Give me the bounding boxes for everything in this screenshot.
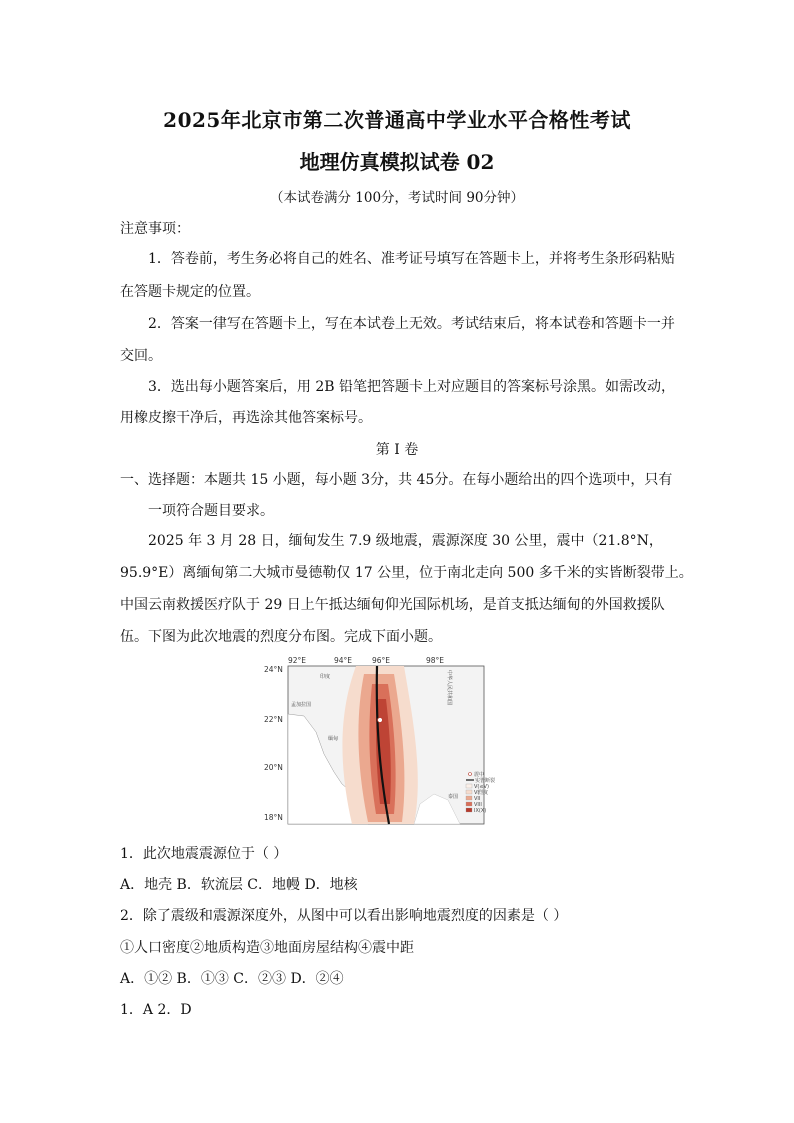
notice-heading: 注意事项： [120, 221, 190, 237]
question-stem: 1．此次地震震源位于（ ） [120, 846, 288, 862]
region-label: 孟加拉国 [291, 702, 312, 708]
region-label: 印度 [320, 674, 331, 680]
question-sub: ①人口密度②地质构造③地面房屋结构④震中距 [120, 940, 414, 956]
question-stem: 2．除了震级和震源深度外，从图中可以看出影响地震烈度的因素是（ ） [120, 908, 568, 924]
lat-label: 18°N [264, 813, 283, 822]
legend-label: VII [474, 796, 481, 802]
legend-label: 震中 [474, 772, 485, 778]
epicenter-icon [378, 718, 383, 723]
lon-label: 92°E [288, 656, 307, 665]
region-label: 中华人民共和国 [446, 670, 452, 706]
answer-key: 1．A 2．D [120, 1002, 192, 1018]
legend-label: VIII [474, 802, 482, 808]
lon-label: 98°E [426, 656, 445, 665]
legend-title: 烈度 [478, 790, 489, 796]
region-label: 泰国 [448, 794, 459, 800]
intensity-map [264, 654, 496, 826]
lat-label: 22°N [264, 715, 283, 724]
notice-line: 在答题卡规定的位置。 [120, 284, 260, 300]
legend-label: IX(X) [474, 808, 487, 814]
section-heading-cont: 一项符合题目要求。 [148, 503, 274, 519]
notice-line: 3．选出每小题答案后，用 2B 铅笔把答题卡上对应题目的答案标号涂黑。如需改动， [148, 379, 676, 395]
exam-subtitle: 地理仿真模拟试卷 02 [299, 150, 495, 174]
region-label: 缅甸 [328, 736, 339, 742]
volume-label: 第 I 卷 [375, 442, 419, 458]
lat-label: 20°N [264, 763, 283, 772]
exam-title: 2025年北京市第二次普通高中学业水平合格性考试 [163, 108, 631, 132]
notice-line: 1．答卷前，考生务必将自己的姓名、准考证号填写在答题卡上，并将考生条形码粘贴 [148, 251, 675, 267]
passage-line: 伍。下图为此次地震的烈度分布图。完成下面小题。 [120, 629, 442, 645]
lon-label: 96°E [372, 656, 391, 665]
passage-line: 95.9°E）离缅甸第二大城市曼德勒仅 17 公里，位于南北走向 500 多千米的实皆断裂带上。 [120, 565, 693, 581]
passage-line: 2025 年 3 月 28 日，缅甸发生 7.9 级地震，震源深度 30 公里，震中（21.8°N， [148, 533, 663, 549]
question-options: A．①② B．①③ C．②③ D．②④ [120, 971, 344, 987]
exam-info: （本试卷满分 100分，考试时间 90分钟） [269, 190, 525, 206]
legend-label: V(≤V) [474, 784, 489, 790]
question-options: A．地壳 B．软流层 C．地幔 D．地核 [120, 877, 358, 893]
section-heading: 一、选择题：本题共 15 小题，每小题 3分，共 45分。在每小题给出的四个选项中，只有 [120, 472, 673, 488]
legend-label: 实皆断裂 [475, 778, 496, 784]
notice-line: 用橡皮擦干净后，再选涂其他答案标号。 [120, 410, 372, 426]
legend-label: VI [474, 790, 479, 796]
passage-line: 中国云南救援医疗队于 29 日上午抵达缅甸仰光国际机场，是首支抵达缅甸的外国救援队 [120, 597, 665, 613]
notice-line: 2．答案一律写在答题卡上，写在本试卷上无效。考试结束后，将本试卷和答题卡一并 [148, 316, 675, 332]
lat-label: 24°N [264, 665, 283, 674]
notice-line: 交回。 [120, 348, 162, 364]
lon-label: 94°E [334, 656, 353, 665]
